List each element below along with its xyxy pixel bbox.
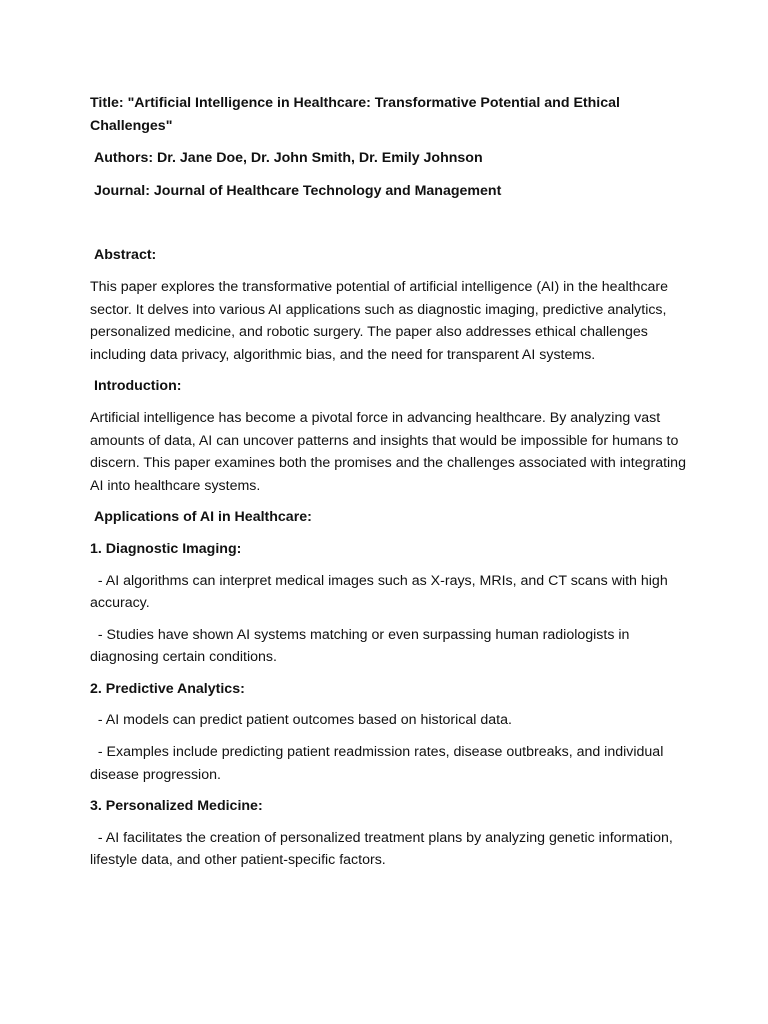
introduction-heading: Introduction: [94, 378, 182, 395]
abstract-text: This paper explores the transformative potential of artificial intelligence (AI) in the healthcare sector. It delves into various AI applications such as diagnostic imaging, predictive analytics, personalized medicine, and robotic surgery. The paper also addresses ethical challenges including data privacy, algorithmic bias, and the need for transparent AI systems. [90, 278, 669, 363]
introduction-text: Artificial intelligence has become a pivotal force in advancing healthcare. By analyzing vast amounts of data, AI can uncover patterns and insights that would be impossible for humans to discern. This paper examines both the promises and the challenges associated with integrating AI into healthcare systems. [90, 409, 686, 494]
bullet-item: - AI facilitates the creation of personalized treatment plans by analyzing genetic information, lifestyle data, and other patient-specific factors. [90, 829, 677, 869]
applications-heading: Applications of AI in Healthcare: [94, 509, 312, 526]
document-page [90, 92, 690, 881]
paper-title: Title: "Artificial Intelligence in Healthcare: Transformative Potential and Ethical Challenges" [90, 95, 620, 134]
bullet-item: - Examples include predicting patient readmission rates, disease outbreaks, and individual disease progression. [90, 744, 668, 783]
section-title-personalized-medicine: 3. Personalized Medicine: [90, 798, 263, 815]
section-title-predictive-analytics: 2. Predictive Analytics: [90, 680, 245, 697]
section-title-diagnostic-imaging: 1. Diagnostic Imaging: [90, 540, 242, 557]
abstract-heading: Abstract: [94, 247, 157, 264]
paper-journal: Journal: Journal of Healthcare Technology and Management [94, 182, 502, 199]
bullet-item: - Studies have shown AI systems matching or even surpassing human radiologists in diagnosing certain conditions. [90, 626, 634, 666]
bullet-item: - AI algorithms can interpret medical images such as X-rays, MRIs, and CT scans with high accuracy. [90, 572, 672, 612]
bullet-item: - AI models can predict patient outcomes based on historical data. [90, 712, 512, 729]
paper-authors: Authors: Dr. Jane Doe, Dr. John Smith, Dr. Emily Johnson [94, 150, 483, 167]
